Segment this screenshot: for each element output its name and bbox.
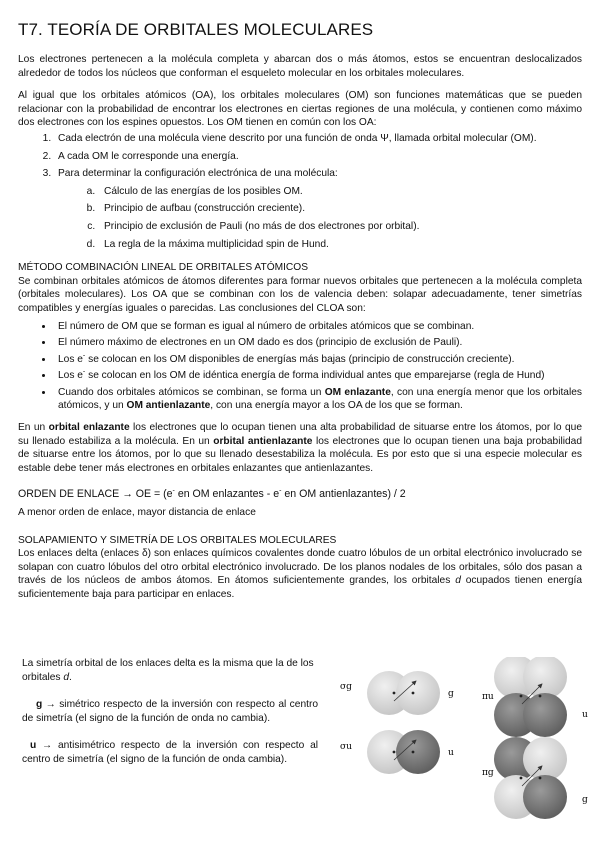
gerade-definition: g → simétrico respecto de la inversión con respecto al centro de simetría (el signo de la función de onda no cambia). bbox=[22, 699, 318, 724]
list-item: a. Cálculo de las energías de los posibles OM. bbox=[98, 185, 582, 199]
symmetry-text-column bbox=[22, 657, 318, 781]
ungerade-definition: u → antisimétrico respecto de la inversión con respecto al centro de simetría (el signo de la función de onda cambia). bbox=[22, 740, 318, 765]
list-item: c. Principio de exclusión de Pauli (no más de dos electrones por orbital). bbox=[98, 220, 582, 234]
pi-u-orbital bbox=[494, 657, 567, 737]
pi-g-label: πg bbox=[482, 768, 494, 778]
symmetry-block bbox=[18, 657, 588, 837]
sigma-g-label: σg bbox=[340, 682, 352, 692]
overlap-paragraph: Los enlaces delta (enlaces δ) son enlaces químicos covalentes donde cuatro lóbulos de un orbital electrónico involucrado se solapan con cuatro lóbulos del otro orbital electrónico involucrado. De los planos nodales de los orbitales, sólo dos pasan a través de los núcleos de ambos átomos. En átomos suficientemente grandes, los orbitales d ocupados tienen energía suficientemente baja para participar en enlaces. bbox=[18, 548, 582, 600]
list-item: • Los e- se colocan en los OM de idéntica energía de forma individual antes que emparejarse (regla de Hund) bbox=[54, 369, 582, 383]
intro-paragraph-2: Al igual que los orbitales atómicos (OA), los orbitales moleculares (OM) son funciones matemáticas que se pueden relacionar con la probabilidad de encontrar los electrones en ciertas regiones de una molécula, y contienen como máximo dos electrones con los espines opuestos. Los OM tienen en común con los OA: bbox=[18, 90, 582, 129]
pi-g-orbital bbox=[494, 737, 567, 819]
u-label-right: u bbox=[582, 710, 588, 720]
cloa-conclusions-list bbox=[36, 320, 582, 414]
u-label: u bbox=[448, 748, 454, 758]
section-heading: SOLAPAMIENTO Y SIMETRÍA DE LOS ORBITALES MOLECULARES bbox=[18, 534, 337, 546]
list-item: d. La regla de la máxima multiplicidad spin de Hund. bbox=[98, 238, 582, 252]
list-item: • Cuando dos orbitales atómicos se combinan, se forma un OM enlazante, con una energía menor que los orbitales atómicos, y un OM antienlazante, con una energía mayor a los OA de los que se forman. bbox=[54, 386, 582, 413]
list-item bbox=[54, 132, 582, 146]
bond-order-section bbox=[18, 488, 582, 519]
list-item-text: Para determinar la configuración electrónica de una molécula: bbox=[58, 168, 338, 180]
page-title: T7. TEORÍA DE ORBITALES MOLECULARES bbox=[18, 20, 374, 39]
symmetry-intro: La simetría orbital de los enlaces delta es la misma que la de los orbitales d. bbox=[22, 658, 314, 683]
list-item: • El número máximo de electrones en un OM dado es dos (principio de exclusión de Pauli). bbox=[54, 336, 582, 350]
configuration-steps-list bbox=[58, 185, 582, 251]
g-label-right: g bbox=[582, 795, 588, 805]
list-item-text: A cada OM le corresponde una energía. bbox=[58, 150, 239, 162]
bonding-antibonding-paragraph: En un orbital enlazante los electrones que lo ocupan tienen una alta probabilidad de situarse entre los átomos, por lo que su llenado estabiliza a la molécula. En un orbital antienlazante los electrones que lo ocupan tienen una baja probabilidad de situarse entre los átomos, por lo que su llenado desestabiliza la molécula. Es por esto que si una especie molecular es estable debe tener más electrones en orbitales enlazantes que antienlazantes. bbox=[18, 422, 582, 474]
orbital-symmetry-figure bbox=[336, 657, 598, 827]
bond-order-note: A menor orden de enlace, mayor distancia de enlace bbox=[18, 507, 256, 519]
sigma-u-label: σu bbox=[340, 742, 352, 752]
intro-paragraph-1: Los electrones pertenecen a la molécula completa y abarcan dos o más átomos, estos se encuentran deslocalizados alrededor de todos los núcleos que conforman el esqueleto molecular en los orbitales moleculares. bbox=[18, 54, 582, 79]
list-item: • Los e- se colocan en los OM disponibles de energías más bajas (principio de construcción creciente). bbox=[54, 353, 582, 367]
common-features-list bbox=[36, 132, 582, 251]
sigma-u-orbital bbox=[367, 730, 440, 774]
bond-order-formula: ORDEN DE ENLACE → OE = (e- en OM enlazantes - e- en OM antienlazantes) / 2 bbox=[18, 487, 406, 501]
overlap-symmetry-section bbox=[18, 534, 582, 602]
pi-u-label: πu bbox=[482, 692, 494, 702]
list-item bbox=[54, 150, 582, 164]
list-item: b. Principio de aufbau (construcción creciente). bbox=[98, 202, 582, 216]
sigma-g-orbital bbox=[367, 671, 440, 715]
cloa-paragraph: Se combinan orbitales atómicos de átomos diferentes para formar nuevos orbitales que pertenecen a la molécula completa (orbitales moleculares). Los OA que se combinan con los de valencia deben: solapar adecuadamente, tener simetrías compatibles y energías iguales o parecidas. Las conclusiones del CLOA son: bbox=[18, 275, 582, 314]
g-label: g bbox=[448, 689, 454, 699]
list-item-text: Cada electrón de una molécula viene descrito por una función de onda Ψ, llamada orbital molecular (OM). bbox=[58, 132, 537, 144]
list-item: • El número de OM que se forman es igual al número de orbitales atómicos que se combinan. bbox=[54, 320, 582, 334]
cloa-section bbox=[18, 261, 582, 413]
section-heading: MÉTODO COMBINACIÓN LINEAL DE ORBITALES ATÓMICOS bbox=[18, 262, 309, 274]
list-item bbox=[54, 167, 582, 251]
